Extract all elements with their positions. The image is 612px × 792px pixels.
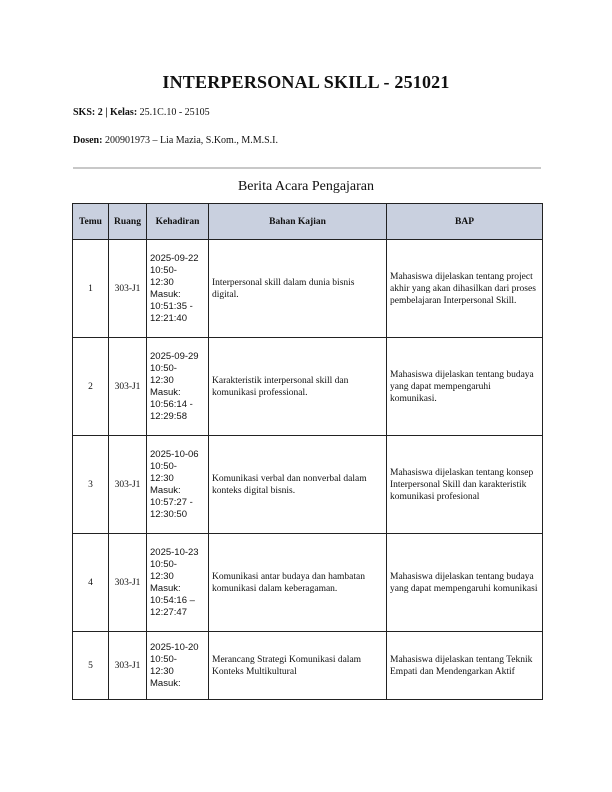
- cell-bap: Mahasiswa dijelaskan tentang budaya yang dapat mempengaruhi komunikasi: [387, 534, 543, 632]
- sks-label: SKS:: [73, 107, 96, 118]
- kehadiran-line: Masuk:: [150, 288, 181, 300]
- cell-ruang: 303-J1: [109, 338, 147, 436]
- cell-bap: Mahasiswa dijelaskan tentang project akhir yang akan dihasilkan dari proses pembelajaran Interpersonal Skill.: [387, 240, 543, 338]
- kehadiran-line: 12:30: [150, 472, 174, 484]
- kehadiran-line: 10:57:27 -: [150, 496, 193, 508]
- cell-kehadiran: [147, 338, 209, 436]
- table-row: [73, 338, 543, 436]
- dosen-label: Dosen:: [73, 135, 103, 146]
- col-header-bahan-kajian: Bahan Kajian: [209, 204, 387, 240]
- kehadiran-line: 2025-10-06: [150, 448, 199, 460]
- kelas-value: 25.1C.10 - 25105: [139, 107, 210, 118]
- dosen-value: 200901973 – Lia Mazia, S.Kom., M.M.S.I.: [104, 135, 278, 146]
- cell-kehadiran: [147, 436, 209, 534]
- cell-bap: Mahasiswa dijelaskan tentang konsep Interpersonal Skill dan karakteristik komunikasi profesional: [387, 436, 543, 534]
- table-row: [73, 240, 543, 338]
- col-header-ruang: Ruang: [109, 204, 147, 240]
- kehadiran-line: Masuk:: [150, 582, 181, 594]
- cell-bahan-kajian: Interpersonal skill dalam dunia bisnis digital.: [209, 240, 387, 338]
- cell-bap: Mahasiswa dijelaskan tentang budaya yang dapat mempengaruhi komunikasi.: [387, 338, 543, 436]
- sks-value: 2: [97, 107, 103, 118]
- kehadiran-line: 12:30:50: [150, 508, 187, 520]
- kehadiran-line: Masuk:: [150, 677, 181, 689]
- attendance-table: [72, 203, 543, 700]
- kehadiran-line: 10:51:35 -: [150, 300, 193, 312]
- table-row: [73, 534, 543, 632]
- kehadiran-line: 2025-09-29: [150, 350, 199, 362]
- kehadiran-line: 12:21:40: [150, 312, 187, 324]
- course-meta: [73, 107, 210, 118]
- kehadiran-line: Masuk:: [150, 484, 181, 496]
- kehadiran-line: 10:50-: [150, 460, 177, 472]
- lecturer-info: [73, 135, 278, 146]
- cell-ruang: 303-J1: [109, 240, 147, 338]
- horizontal-divider: [73, 167, 541, 169]
- cell-ruang: 303-J1: [109, 632, 147, 700]
- cell-ruang: 303-J1: [109, 534, 147, 632]
- kehadiran-line: 10:50-: [150, 558, 177, 570]
- kehadiran-line: 12:29:58: [150, 410, 187, 422]
- kehadiran-line: 2025-10-20: [150, 641, 199, 653]
- kehadiran-line: 12:27:47: [150, 606, 187, 618]
- cell-bahan-kajian: Komunikasi antar budaya dan hambatan komunikasi dalam keberagaman.: [209, 534, 387, 632]
- cell-temu: 4: [73, 534, 109, 632]
- kehadiran-line: 12:30: [150, 665, 174, 677]
- cell-ruang: 303-J1: [109, 436, 147, 534]
- kehadiran-line: 10:50-: [150, 653, 177, 665]
- cell-temu: 3: [73, 436, 109, 534]
- kehadiran-line: Masuk:: [150, 386, 181, 398]
- cell-kehadiran: [147, 534, 209, 632]
- col-header-kehadiran: Kehadiran: [147, 204, 209, 240]
- kehadiran-line: 10:56:14 -: [150, 398, 193, 410]
- kelas-label: Kelas:: [109, 107, 138, 118]
- col-header-bap: BAP: [387, 204, 543, 240]
- table-row: [73, 436, 543, 534]
- cell-kehadiran: [147, 632, 209, 700]
- kehadiran-line: 2025-10-23: [150, 546, 199, 558]
- cell-temu: 2: [73, 338, 109, 436]
- table-header-row: [73, 204, 543, 240]
- course-title: INTERPERSONAL SKILL - 251021: [162, 72, 450, 92]
- section-title: Berita Acara Pengajaran: [237, 179, 375, 194]
- cell-bahan-kajian: Merancang Strategi Komunikasi dalam Konteks Multikultural: [209, 632, 387, 700]
- cell-bap: Mahasiswa dijelaskan tentang Teknik Empati dan Mendengarkan Aktif: [387, 632, 543, 700]
- kehadiran-line: 12:30: [150, 374, 174, 386]
- cell-bahan-kajian: Komunikasi verbal dan nonverbal dalam konteks digital bisnis.: [209, 436, 387, 534]
- kehadiran-line: 10:54:16 –: [150, 594, 195, 606]
- kehadiran-line: 10:50-: [150, 264, 177, 276]
- cell-temu: 5: [73, 632, 109, 700]
- meta-separator: |: [105, 107, 108, 118]
- cell-temu: 1: [73, 240, 109, 338]
- cell-kehadiran: [147, 240, 209, 338]
- kehadiran-line: 12:30: [150, 276, 174, 288]
- table-row: [73, 632, 543, 700]
- col-header-temu: Temu: [73, 204, 109, 240]
- kehadiran-line: 12:30: [150, 570, 174, 582]
- kehadiran-line: 2025-09-22: [150, 252, 199, 264]
- cell-bahan-kajian: Karakteristik interpersonal skill dan komunikasi professional.: [209, 338, 387, 436]
- kehadiran-line: 10:50-: [150, 362, 177, 374]
